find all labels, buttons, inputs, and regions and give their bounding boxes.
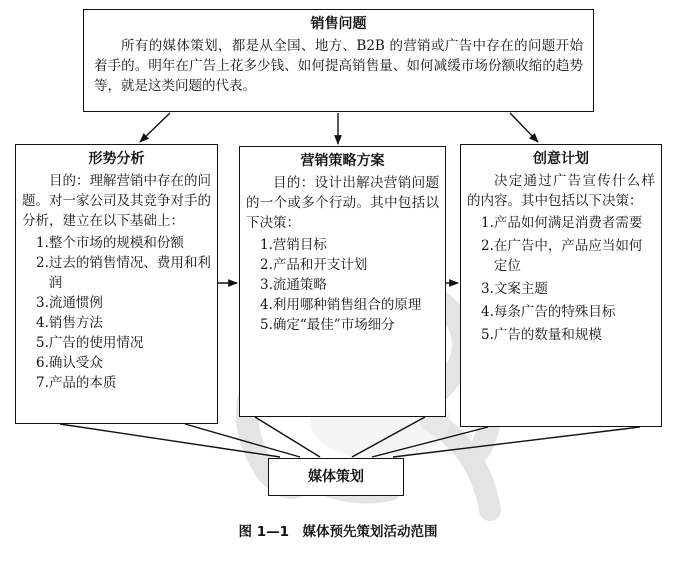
list-item-number: 4. <box>36 315 49 331</box>
list-item-text: 确认受众 <box>48 355 103 371</box>
list-item-text: 文案主题 <box>493 281 548 297</box>
list-item-text: 流通策略 <box>272 277 327 293</box>
list-item-text: 过去的销售情况、费用和利润 <box>48 255 211 291</box>
list-item-number: 6. <box>36 355 49 371</box>
list-item-text: 产品的本质 <box>48 375 117 391</box>
arrow-to-creative-plan <box>510 113 538 142</box>
situation-analysis-intro: 目的：理解营销中存在的问题。对一家公司及其竞争对手的分析，建立在以下基础上： <box>22 173 211 229</box>
creative-plan-title: 创意计划 <box>533 151 589 167</box>
list-item-number: 7. <box>36 375 49 391</box>
connector-middle-to-media-2 <box>352 417 425 457</box>
marketing-strategy-intro: 目的：设计出解决营销问题的一个或多个行动。其中包括以下决策： <box>246 175 439 231</box>
list-item-number: 1. <box>36 235 49 251</box>
list-item-text: 流通惯例 <box>48 295 103 311</box>
list-item-number: 3. <box>260 277 273 293</box>
media-planning-title: 媒体策划 <box>308 469 364 485</box>
list-item-number: 2. <box>260 257 273 273</box>
marketing-strategy-title: 营销策略方案 <box>300 153 385 169</box>
connector-left-to-media <box>60 424 280 457</box>
figure-caption: 图 1—1 媒体预先策划活动范围 <box>238 524 438 540</box>
list-item-number: 5. <box>481 327 494 343</box>
list-item-number: 3. <box>481 281 494 297</box>
list-item-number: 3. <box>36 295 49 311</box>
list-item-number: 2. <box>36 255 49 271</box>
list-item-number: 4. <box>481 304 494 320</box>
list-item-text: 销售方法 <box>48 315 103 331</box>
sales-problem-title: 销售问题 <box>310 16 367 32</box>
list-item-text: 广告的使用情况 <box>48 335 144 351</box>
list-item-text: 每条广告的特殊目标 <box>493 304 616 320</box>
list-item-text: 产品和开支计划 <box>272 257 368 273</box>
list-item-number: 4. <box>260 297 273 313</box>
list-item-text: 整个市场的规模和份额 <box>48 235 184 251</box>
list-item-text: 在广告中，产品应当如何定位 <box>493 238 643 274</box>
list-item-number: 1. <box>481 215 494 231</box>
situation-analysis-title: 形势分析 <box>88 151 145 167</box>
list-item-number: 2. <box>481 238 494 254</box>
list-item-text: 广告的数量和规模 <box>493 327 602 343</box>
arrow-to-situation-analysis <box>140 113 170 142</box>
list-item-number: 1. <box>260 237 273 253</box>
connector-middle-to-media <box>255 417 320 457</box>
list-item-text: 产品如何满足消费者需要 <box>493 215 643 231</box>
creative-plan-intro: 决定通过广告宣传什么样的内容。其中包括以下决策： <box>467 173 655 209</box>
sales-problem-text: 所有的媒体策划，都是从全国、地方、B2B 的营销或广告中存在的问题开始着手的。明年在广告上花多少钱、如何提高销售量、如何减缓市场份额收缩的趋势等，就是这类问题的代表。 <box>94 38 583 94</box>
list-item-text: 确定“最佳”市场细分 <box>272 317 395 333</box>
list-item-number: 5. <box>36 335 49 351</box>
list-item-text: 营销目标 <box>272 237 327 253</box>
list-item-text: 利用哪种销售组合的原理 <box>272 297 422 313</box>
list-item-number: 5. <box>260 317 273 333</box>
